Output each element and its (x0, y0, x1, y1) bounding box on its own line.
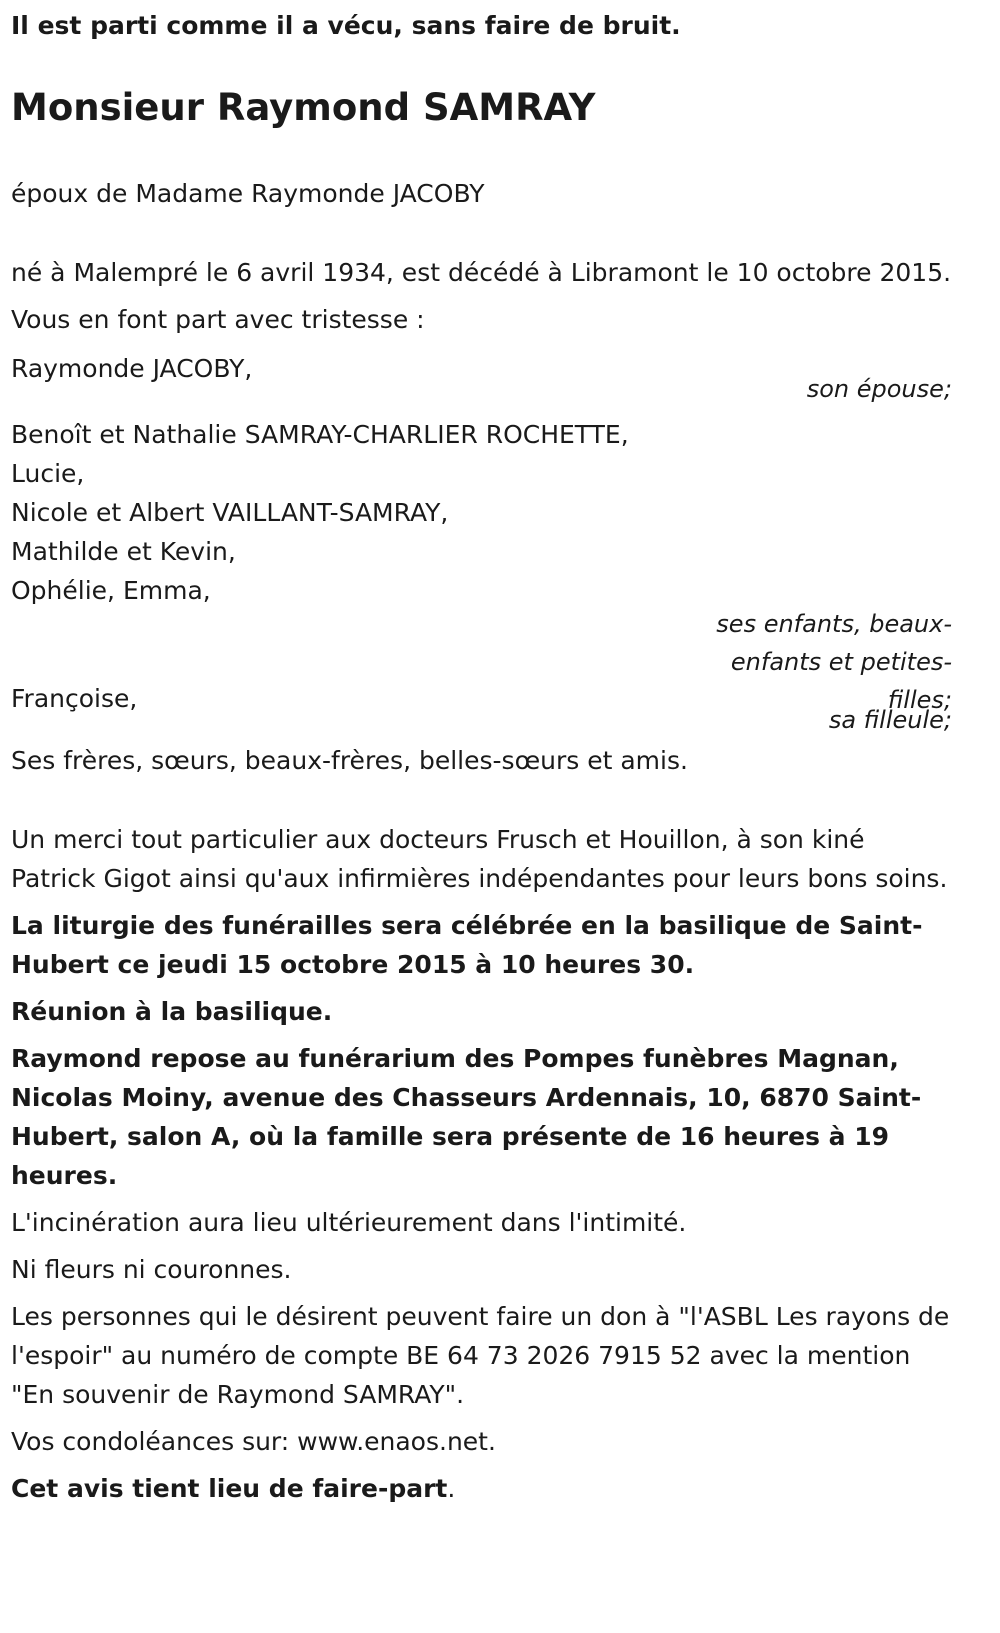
flowers-note: Ni fleurs ni couronnes. (11, 1255, 292, 1284)
birth-death-line: né à Malempré le 6 avril 1934, est décédé à Libramont le 10 octobre 2015. (11, 258, 952, 287)
meeting-note: Réunion à la basilique. (11, 997, 333, 1026)
family-names (11, 415, 629, 610)
family-others: Ses frères, sœurs, beaux-frères, belles-sœurs et amis. (11, 746, 688, 775)
family-name: Ophélie, Emma, (11, 576, 211, 605)
family-relation: sa filleule; (828, 706, 952, 734)
funeral-announcement: La liturgie des funérailles sera célébrée en la basilique de Saint-Hubert ce jeudi 15 octobre 2015 à 10 heures 30. (11, 911, 923, 979)
family-relation: ses enfants, beaux-enfants et petites-filles; (716, 610, 952, 714)
family-name: Benoît et Nathalie SAMRAY-CHARLIER ROCHETTE, (11, 420, 629, 449)
cremation-note: L'incinération aura lieu ultérieurement dans l'intimité. (11, 1208, 687, 1237)
family-name: Mathilde et Kevin, (11, 537, 236, 566)
closing-text: Cet avis tient lieu de faire-part (11, 1474, 448, 1503)
family-names (11, 679, 137, 718)
share-intro: Vous en font part avec tristesse : (11, 305, 425, 334)
deceased-name: Monsieur Raymond SAMRAY (11, 86, 596, 129)
condolences-note: Vos condoléances sur: www.enaos.net. (11, 1427, 496, 1456)
closing-period: . (447, 1474, 456, 1503)
epigraph: Il est parti comme il a vécu, sans faire de bruit. (11, 11, 681, 40)
family-name: Françoise, (11, 684, 138, 713)
family-names (11, 349, 252, 388)
family-group-spouse (11, 349, 952, 408)
family-group-children (11, 415, 952, 719)
donation-note: Les personnes qui le désirent peuvent faire un don à "l'ASBL Les rayons de l'espoir" au numéro de compte BE 64 73 2026 7915 52 avec la mention "En souvenir de Raymond SAMRAY". (11, 1302, 950, 1409)
family-name: Lucie, (11, 459, 85, 488)
funerarium-info: Raymond repose au funérarium des Pompes funèbres Magnan, Nicolas Moiny, avenue des Chasseurs Ardennais, 10, 6870 Saint-Hubert, salon A, où la famille sera présente de 16 heures à 19 heures. (11, 1044, 922, 1190)
closing-note (11, 1469, 952, 1508)
thanks-paragraph: Un merci tout particulier aux docteurs Frusch et Houillon, à son kiné Patrick Gigot ainsi qu'aux infirmières indépendantes pour leurs bons soins. (11, 825, 948, 893)
family-name: Nicole et Albert VAILLANT-SAMRAY, (11, 498, 449, 527)
spouse-line: époux de Madame Raymonde JACOBY (11, 179, 485, 208)
family-name: Raymonde JACOBY, (11, 354, 253, 383)
family-relation: son épouse; (806, 375, 952, 403)
